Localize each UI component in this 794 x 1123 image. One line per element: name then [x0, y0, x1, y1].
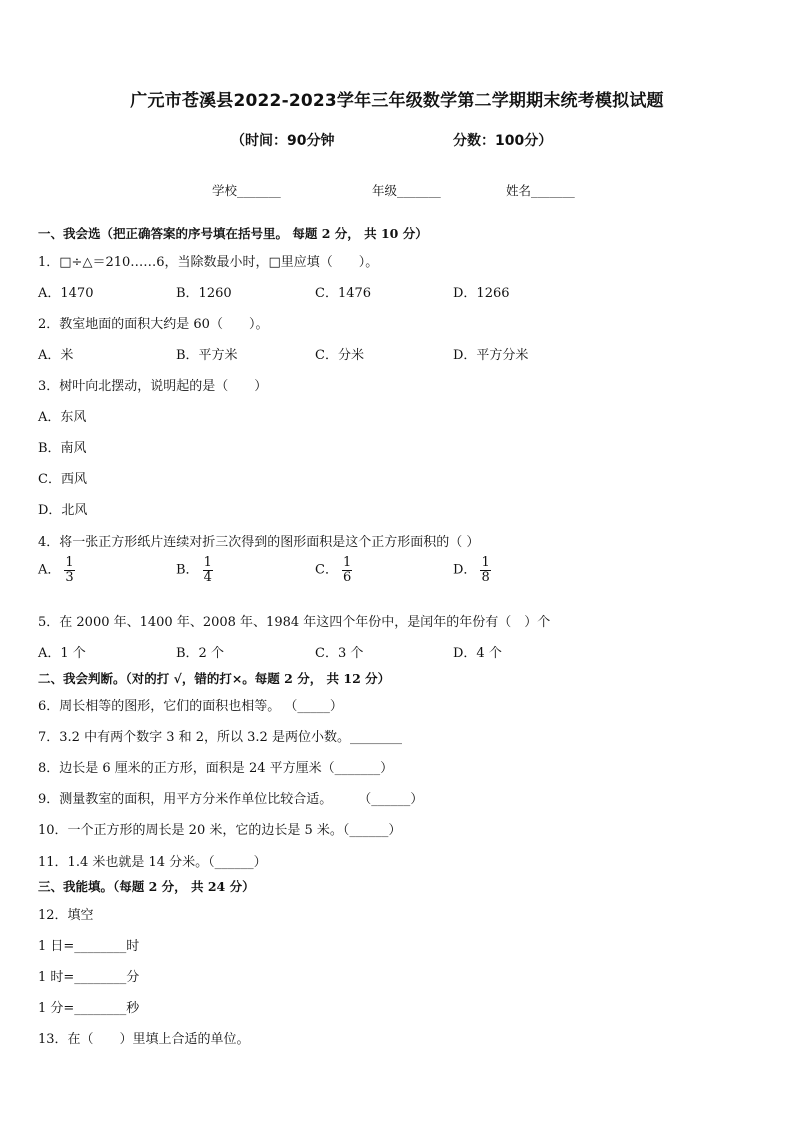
q1-option-b: B．1260 — [176, 286, 232, 301]
fraction-denominator: 8 — [481, 569, 490, 585]
question-3: 3．树叶向北摆动，说明起的是（ ） — [38, 379, 268, 394]
section3-heading: 三、我能填。（每题 2 分， 共 24 分） — [38, 879, 255, 894]
name-field: 姓名_______ — [506, 183, 575, 198]
q12-blank-day-hours: 1 日=________时 — [38, 939, 140, 954]
fraction — [342, 556, 352, 584]
fraction — [64, 556, 74, 584]
q2-option-b: B．平方米 — [176, 348, 238, 363]
question-8: 8．边长是 6 厘米的正方形，面积是 24 平方厘米（_______） — [38, 761, 394, 776]
q2-option-d: D．平方分米 — [453, 348, 529, 363]
exam-score: 分数：100分） — [453, 133, 553, 149]
fraction-numerator: 1 — [481, 555, 490, 570]
q12-blank-hour-minutes: 1 时=________分 — [38, 970, 140, 985]
q1-option-c: C．1476 — [315, 286, 372, 301]
question-6: 6．周长相等的图形，它们的面积也相等。 （_____） — [38, 699, 343, 714]
q4-option-a-label: A． — [38, 562, 61, 578]
q4-option-c-label: C． — [315, 562, 338, 578]
question-13: 13．在（ ）里填上合适的单位。 — [38, 1032, 250, 1047]
fraction-numerator: 1 — [342, 555, 352, 570]
q4-option-b — [176, 556, 213, 584]
q12-blank-minute-seconds: 1 分=________秒 — [38, 1001, 140, 1016]
q2-option-c: C．分米 — [315, 348, 364, 363]
q3-option-b: B．南风 — [38, 441, 87, 456]
q5-option-c: C．3 个 — [315, 646, 364, 661]
section1-heading: 一、我会选（把正确答案的序号填在括号里。 每题 2 分， 共 10 分） — [38, 226, 428, 241]
q4-option-a — [38, 556, 75, 584]
section2-heading: 二、我会判断。（对的打 √，错的打×。每题 2 分， 共 12 分） — [38, 671, 391, 686]
fraction — [203, 556, 213, 584]
question-9: 9．测量教室的面积，用平方分米作单位比较合适。 （______） — [38, 792, 424, 807]
fraction-numerator: 1 — [65, 555, 74, 570]
q5-option-d: D．4 个 — [453, 646, 502, 661]
q2-option-a: A．米 — [38, 348, 74, 363]
question-11: 11．1.4 米也就是 14 分米。（______） — [38, 855, 267, 870]
question-4: 4．将一张正方形纸片连续对折三次得到的图形面积是这个正方形面积的（ ） — [38, 535, 480, 550]
q3-option-a: A．东风 — [38, 410, 87, 425]
grade-field: 年级_______ — [372, 183, 441, 198]
exam-title: 广元市苍溪县2022-2023学年三年级数学第二学期期末统考模拟试题 — [130, 91, 664, 111]
q5-option-a: A．1 个 — [38, 646, 86, 661]
fraction — [480, 556, 490, 584]
q1-option-a: A．1470 — [38, 286, 94, 301]
fraction-denominator: 4 — [203, 569, 212, 585]
q5-option-b: B．2 个 — [176, 646, 224, 661]
q1-option-d: D．1266 — [453, 286, 510, 301]
fraction-denominator: 6 — [342, 569, 352, 585]
exam-time: （时间：90分钟 — [231, 133, 335, 149]
question-12: 12．填空 — [38, 908, 94, 923]
q4-option-d — [453, 556, 491, 584]
question-7: 7．3.2 中有两个数字 3 和 2，所以 3.2 是两位小数。________ — [38, 730, 402, 745]
q4-option-b-label: B． — [176, 562, 199, 578]
question-5: 5．在 2000 年、1400 年、2008 年、1984 年这四个年份中，是闰年的年份有（ ）个 — [38, 615, 551, 630]
question-2: 2．教室地面的面积大约是 60（ ）。 — [38, 317, 269, 332]
question-1: 1．□÷△＝210……6，当除数最小时，□里应填（ ）。 — [38, 255, 379, 270]
q3-option-d: D．北风 — [38, 503, 88, 518]
question-10: 10．一个正方形的周长是 20 米，它的边长是 5 米。（______） — [38, 823, 402, 838]
q4-option-c — [315, 556, 352, 584]
school-field: 学校_______ — [212, 183, 281, 198]
q3-option-c: C．西风 — [38, 472, 87, 487]
fraction-numerator: 1 — [203, 555, 212, 570]
fraction-denominator: 3 — [65, 569, 74, 585]
q4-option-d-label: D． — [453, 562, 477, 578]
